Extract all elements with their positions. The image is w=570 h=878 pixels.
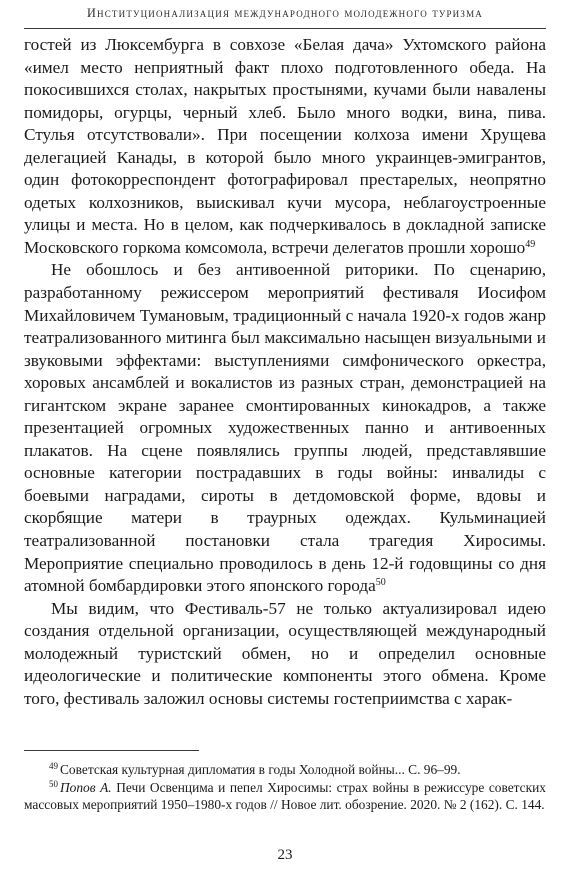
body-text [24,34,546,710]
header-rule [24,28,546,29]
page-number: 23 [277,847,293,863]
footnote-text: Печи Освенцима и пепел Хиросимы: страх войны в режиссуре советских массовых мероприятий 1950–1980-х годов // Новое лит. обозрение. 2020. № 2 (162). С. 144. [24,779,546,813]
footnote-number: 49 [49,761,58,771]
footnotes [24,761,546,814]
running-head: Институционализация международного молодежного туризма [87,6,483,20]
footnote-50 [24,779,546,814]
footnote-ref-49[interactable]: 49 [525,238,536,250]
footnote-ref-50[interactable]: 50 [375,577,386,589]
footnote-49 [24,761,546,779]
footnote-separator [24,750,199,751]
paragraph-1 [24,34,546,259]
footnote-text: Советская культурная дипломатия в годы Холодной войны... С. 96–99. [60,762,461,777]
paragraph-2 [24,259,546,597]
paragraph-3 [24,598,546,711]
footnote-author: Попов А. [60,779,112,795]
paragraph-2-text: Не обошлось и без антивоенной риторики. По сценарию, разработанному режиссером мероприятий фестиваля Иосифом Михайловичем Тумановым, традиционный с начала 1920-х годов жанр театрализованного митинга был максимально насыщен визуальными и звуковыми эффектами: выступлениями симфонического оркестра, хоровых ансамблей и вокалистов из разных стран, демонстрацией на гигантском экране заранее смонтированных кинокадров, а также презентацией огромных художественных панно и антивоенных плакатов. На сцене появлялись группы людей, представлявшие основные категории пострадавших в годы войны: инвалиды с боевыми наградами, сироты в детдомовской форме, вдовы и скорбящие матери в траурных одеждах. Кульминацией театрализованной постановки стала трагедия Хиросимы. Мероприятие специально проводилось в день 12-й годовщины со дня атомной бомбардировки этого японского города [24,260,546,596]
paragraph-1-text: гостей из Люксембурга в совхозе «Белая дача» Ухтомского района «имел место неприятный факт плохо подготовленного обеда. На покосившихся столах, накрытых простынями, кучами были навалены помидоры, огурцы, черный хлеб. Было много водки, вина, пива. Стулья отсутствовали». При посещении колхоза имени Хрущева делегацией Канады, в которой было много украинцев-эмигрантов, один фотокорреспондент фотографировал престарелых, неопрятно одетых колхозников, выискивал кучи мусора, неблагоустроенные улицы и места. Но в целом, как подчеркивалось в докладной записке Московского горкома комсомола, встречи делегатов прошли хорошо [24,35,546,257]
footnote-number: 50 [49,778,58,789]
paragraph-3-text: Мы видим, что Фестиваль-57 не только актуализировал идею создания отдельной организации, осуществляющей международный молодежный туристский обмен, но и определил основные идеологические и политические компоненты этого обмена. Кроме того, фестиваль заложил основы системы гостеприимства с харак- [24,598,546,708]
